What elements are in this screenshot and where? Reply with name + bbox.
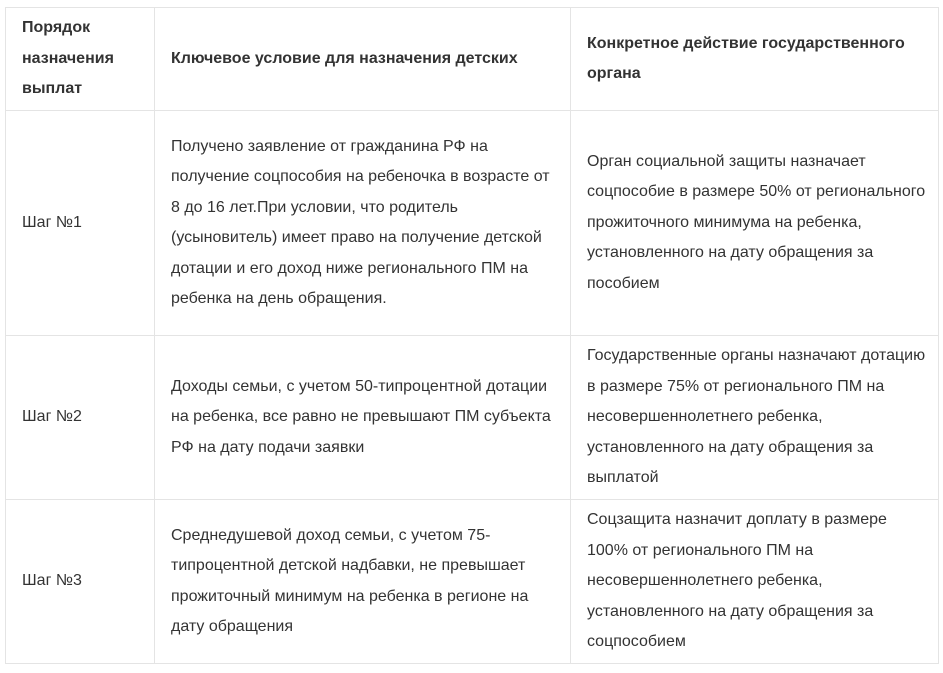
condition-cell <box>155 111 571 336</box>
table-row <box>6 500 939 664</box>
condition-cell <box>155 336 571 500</box>
table-header-row <box>6 8 939 111</box>
header-order <box>6 8 155 111</box>
header-condition <box>155 8 571 111</box>
header-action-label: Конкретное действие государственного органа <box>587 34 905 82</box>
step-cell <box>6 500 155 664</box>
action-cell <box>571 500 939 664</box>
condition-cell <box>155 500 571 664</box>
action-text: Государственные органы назначают дотацию в размере 75% от регионального ПМ на несовершеннолетнего ребенка, установленного на дату обращения за выплатой <box>587 347 926 487</box>
step-cell <box>6 336 155 500</box>
step-label: Шаг №3 <box>22 572 82 590</box>
header-condition-label: Ключевое условие для назначения детских <box>171 49 518 67</box>
table-row <box>6 111 939 336</box>
action-text: Соцзащита назначит доплату в размере 100% от регионального ПМ на несовершеннолетнего ребенка, установленного на дату обращения за соцпособием <box>587 511 887 651</box>
header-action <box>571 8 939 111</box>
header-order-label: Порядок назначения выплат <box>22 19 114 98</box>
step-cell <box>6 111 155 336</box>
payments-table <box>5 7 939 664</box>
step-label: Шаг №2 <box>22 408 82 426</box>
table-row <box>6 336 939 500</box>
condition-text: Доходы семьи, с учетом 50-типроцентной дотации на ребенка, все равно не превышают ПМ субъекта РФ на дату подачи заявки <box>171 377 551 456</box>
step-label: Шаг №1 <box>22 213 82 231</box>
action-cell <box>571 111 939 336</box>
condition-text: Среднедушевой доход семьи, с учетом 75-типроцентной детской надбавки, не превышает прожиточный минимум на ребенка в регионе на дату обращения <box>171 526 529 635</box>
action-cell <box>571 336 939 500</box>
condition-text: Получено заявление от гражданина РФ на получение соцпособия на ребеночка в возрасте от 8 до 16 лет.При условии, что родитель (усыновитель) имеет право на получение детской дотации и его доход ниже регионального ПМ на ребенка на день обращения. <box>171 137 550 307</box>
action-text: Орган социальной защиты назначает соцпособие в размере 50% от регионального прожиточного минимума на ребенка, установленного на дату обращения за пособием <box>587 152 926 292</box>
